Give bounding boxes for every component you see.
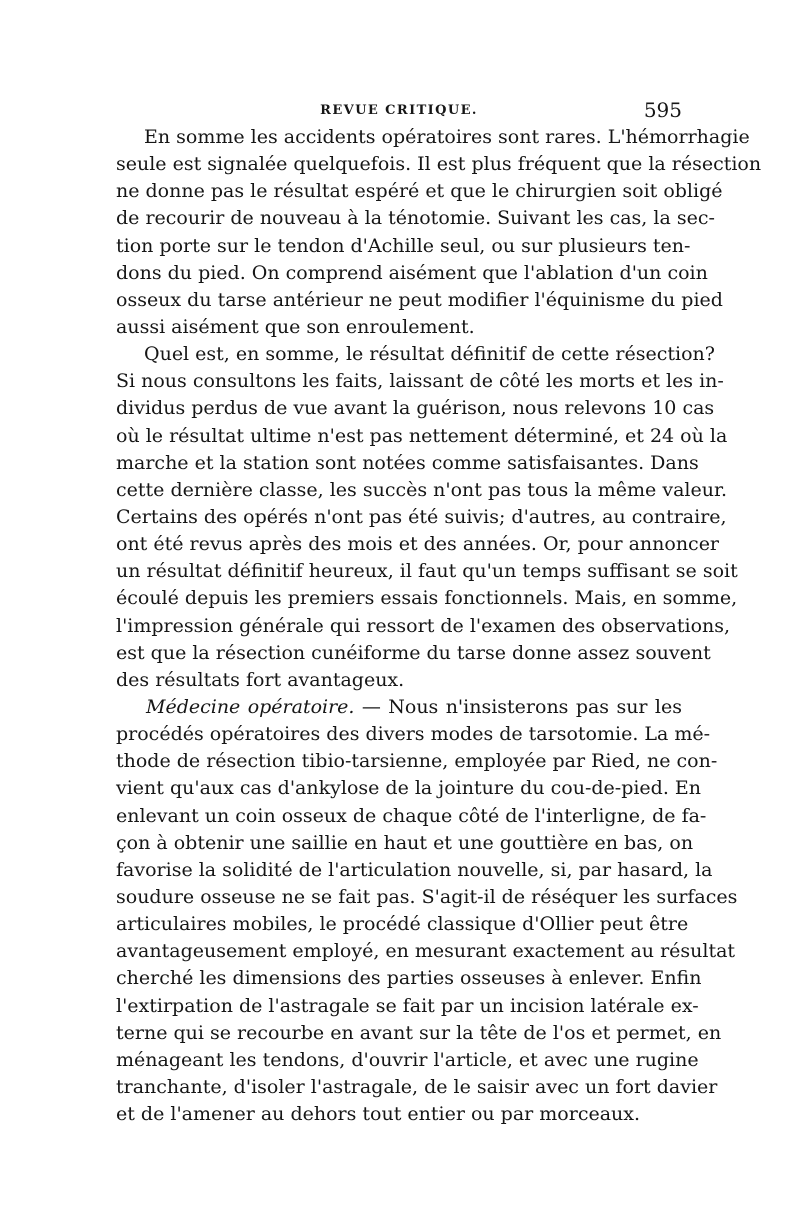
- text-line: Certains des opérés n'ont pas été suivis; d'autres, au contraire,: [116, 505, 727, 528]
- text-line: dividus perdus de vue avant la guérison, nous relevons 10 cas: [116, 397, 715, 420]
- text-line: cette dernière classe, les succès n'ont pas tous la même valeur.: [116, 478, 727, 501]
- text-line: thode de résection tibio-tarsienne, employée par Ried, ne con-: [116, 750, 718, 773]
- text-line: l'impression générale qui ressort de l'examen des observations,: [116, 614, 731, 637]
- text-line: aussi aisément que son enroulement.: [116, 315, 475, 338]
- body-text: [116, 124, 762, 1128]
- text-line: et de l'amener au dehors tout entier ou par morceaux.: [116, 1103, 641, 1126]
- text-line: écoulé depuis les premiers essais fonctionnels. Mais, en somme,: [116, 587, 738, 610]
- text-line: terne qui se recourbe en avant sur la tête de l'os et permet, en: [116, 1021, 722, 1044]
- text-line: Quel est, en somme, le résultat définitif de cette résection?: [144, 343, 715, 366]
- text-line: soudure osseuse ne se fait pas. S'agit-il de réséquer les surfaces: [116, 885, 738, 908]
- text-line: marche et la station sont notées comme satisfaisantes. Dans: [116, 451, 699, 474]
- text-line: avantageusement employé, en mesurant exactement au résultat: [116, 940, 736, 963]
- text-line: çon à obtenir une saillie en haut et une gouttière en bas, on: [116, 831, 694, 854]
- running-head: [116, 98, 682, 124]
- paragraph-3: [116, 694, 738, 1128]
- text-line: [116, 694, 682, 721]
- text-line: ménageant les tendons, d'ouvrir l'article, et avec une rugine: [116, 1048, 699, 1071]
- text-line: En somme les accidents opératoires sont rares. L'hémorrhagie: [144, 126, 750, 148]
- text-line: tranchante, d'isoler l'astragale, de le saisir avec un fort davier: [116, 1075, 718, 1098]
- text-line: articulaires mobiles, le procédé classique d'Ollier peut être: [116, 913, 689, 936]
- text-line: de recourir de nouveau à la ténotomie. Suivant les cas, la sec-: [116, 207, 715, 230]
- page-number: 595: [643, 98, 682, 122]
- text-line: seule est signalée quelquefois. Il est plus fréquent que la résection: [116, 153, 762, 176]
- text-line: osseux du tarse antérieur ne peut modifier l'équinisme du pied: [116, 288, 723, 311]
- text-line: tion porte sur le tendon d'Achille seul, ou sur plusieurs ten-: [116, 234, 691, 257]
- text-line: vient qu'aux cas d'ankylose de la jointure du cou-de-pied. En: [116, 777, 702, 800]
- text-line: favorise la solidité de l'articulation nouvelle, si, par hasard, la: [116, 858, 713, 881]
- text-line: où le résultat ultime n'est pas nettement déterminé, et 24 où la: [116, 424, 728, 447]
- text-line: ont été revus après des mois et des années. Or, pour annoncer: [116, 533, 720, 556]
- paragraph-2: [116, 341, 738, 694]
- text-line: un résultat définitif heureux, il faut qu'un temps suffisant se soit: [116, 560, 738, 583]
- text-line: l'extirpation de l'astragale se fait par un incision latérale ex-: [116, 994, 699, 1017]
- text-line: Si nous consultons les faits, laissant de côté les morts et les in-: [116, 370, 724, 393]
- paragraph-1: [116, 124, 762, 341]
- text-line: dons du pied. On comprend aisément que l'ablation d'un coin: [116, 261, 708, 284]
- text-line: procédés opératoires des divers modes de tarsotomie. La mé-: [116, 723, 711, 746]
- text-line: des résultats fort avantageux.: [116, 668, 405, 691]
- text-line: enlevant un coin osseux de chaque côté de l'interligne, de fa-: [116, 804, 707, 827]
- text-line-rest: — Nous n'insisterons pas sur les: [354, 695, 682, 718]
- text-line: est que la résection cunéiforme du tarse donne assez souvent: [116, 641, 711, 664]
- text-line: ne donne pas le résultat espéré et que le chirurgien soit obligé: [116, 180, 723, 203]
- section-heading: Médecine opératoire.: [146, 695, 355, 718]
- text-line: cherché les dimensions des parties osseuses à enlever. Enfin: [116, 967, 702, 990]
- running-title: REVUE CRITIQUE.: [320, 103, 478, 118]
